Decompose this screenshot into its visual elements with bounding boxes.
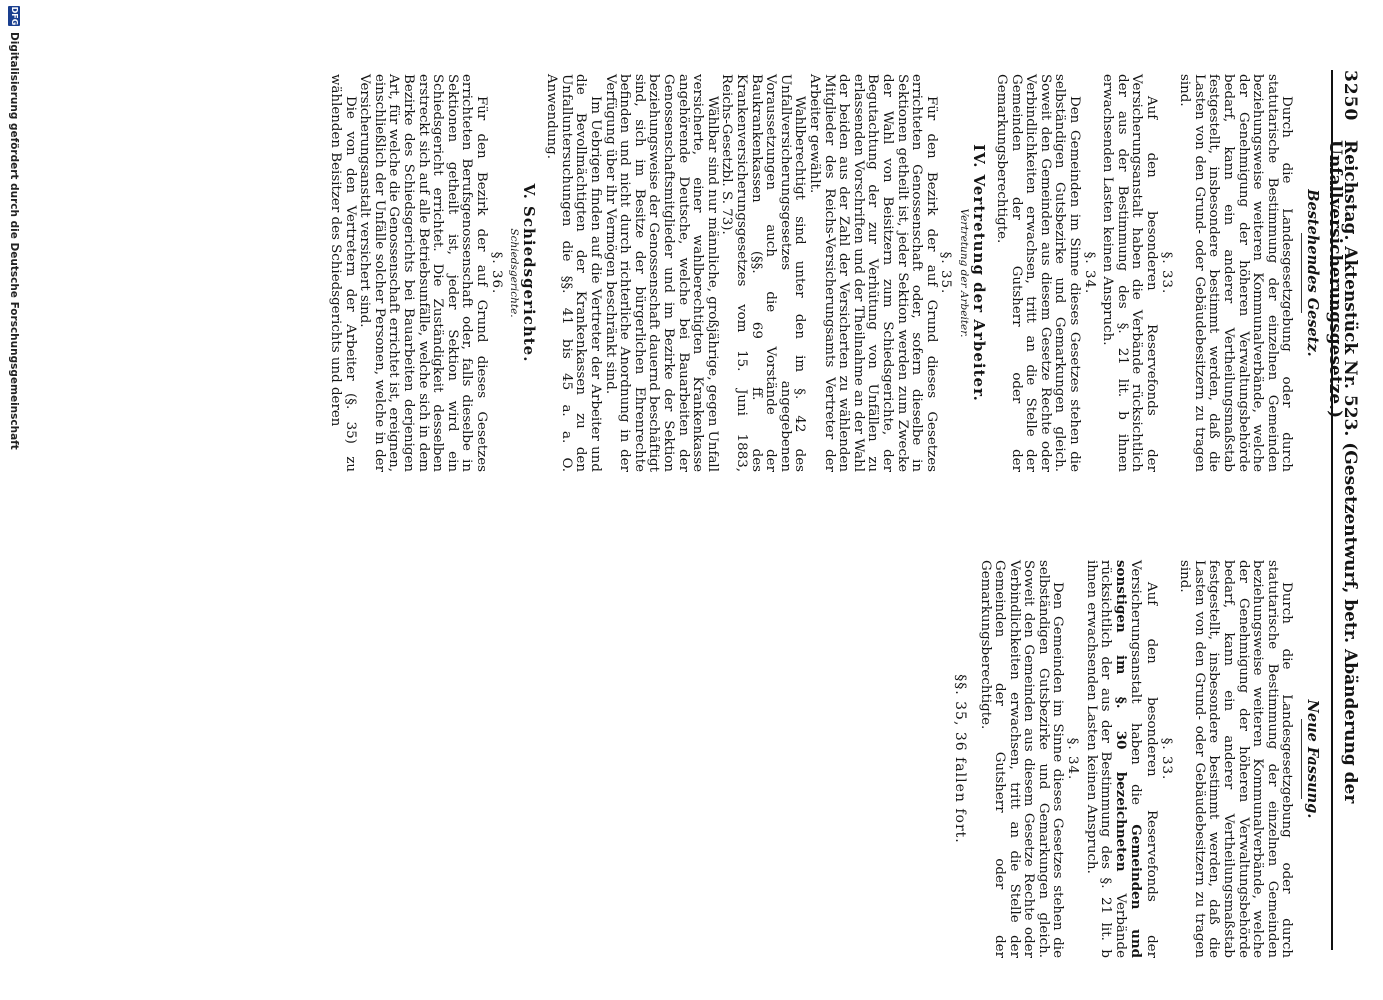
section-34-label: §. 34. <box>1081 251 1097 295</box>
amended-text: Gemeinden und sonstigen im §. 30 bezeichneten <box>1112 560 1145 958</box>
chapter-heading-iv: IV. Vertretung der Arbeiter. <box>969 144 988 402</box>
chapter-subheading-iv: Vertretung der Arbeiter. <box>957 208 970 338</box>
document-title: Reichstag. Aktenstück Nr. 523. (Gesetzentwurf, betr. Abänderung der Unfallversicherungsgesetze.) <box>1325 140 1360 804</box>
paragraph: Durch die Landesgesetzgebung oder durch statutarische Bestimmung der einzelnen Gemeinden beziehungsweise weiteren Kommunalverbände, welche der Genehmigung der höheren Verwaltungsbehörde bedarf, kann ein anderer Vertheilungsmaßstab festgestellt, insbesondere bestimmt werden, daß die Lasten von den Grund- oder Gebäudebesitzern zu tragen sind. <box>1177 74 1295 472</box>
chapter-heading-v: V. Schiedsgerichte. <box>519 183 538 363</box>
paragraph: Die von den Vertretern der Arbeiter (§. 35) zu wählenden Beisitzer des Schiedsgerichts und deren <box>328 74 358 472</box>
section-36-label: §. 36. <box>488 251 504 295</box>
chapter-subheading-v: Schiedsgerichte. <box>508 228 521 318</box>
existing-law-column <box>327 74 1323 472</box>
page-header <box>1325 70 1360 950</box>
credit-text: Digitalisierung gefördert durch die Deutsche Forschungsgemeinschaft <box>8 32 20 450</box>
section-33-label: §. 33. <box>1158 251 1174 295</box>
dfg-logo-icon: DFG <box>10 6 19 26</box>
new-version-column <box>952 560 1323 958</box>
title-divider <box>1301 719 1302 799</box>
paragraph: Für den Bezirk der auf Grund dieses Gesetzes errichteten Berufsgenossenschaft oder, falls dieselbe in Sektionen getheilt ist, jeder Sektion wird ein Schiedsgericht errichtet. Die Zuständigkeit desselben erstreckt sich auf alle Betriebsunfälle, welche sich in dem Bezirke des Schiedsgerichts bei Bauarbeiten derjenigen Art, für welche die Genossenschaft errichtet ist, ereignen, einschließlich der Unfälle solcher Personen, welche in der Versicherungsanstalt versichert sind. <box>357 74 489 472</box>
paragraph: Den Gemeinden im Sinne dieses Gesetzes stehen die selbständigen Gutsbezirke und Gemarkungen gleich. Soweit den Gemeinden aus diesem Gesetze Rechte oder Verbindlichkeiten erwachsen, tritt an die Stelle der Gemeinden der Gutsherr oder der Gemarkungsberechtigte. <box>977 560 1066 958</box>
paragraph: Für den Bezirk der auf Grund dieses Gesetzes errichteten Genossenschaft oder, sofern dieselbe in Sektionen getheilt ist, jeder Sektion werden zum Zwecke der Wahl von Beisitzern zum Schiedsgerichte, der Begutachtung der zur Verhütung von Unfällen zu erlassenden Vorschriften und der Theilnahme an der Wahl der beiden aus der Zahl der Versicherten zu wählenden Mitglieder des Reichs-Versicherungsamts Vertreter der Arbeiter gewählt. <box>807 74 939 472</box>
paragraph-text: Verbände rücksichtlich der aus der Bestimmung des §. 21 lit. b ihnen erwachsenden Lasten keinen Anspruch. <box>1083 560 1128 959</box>
paragraph: Wahlberechtigt sind unter den im §. 42 des Unfallversicherungsgesetzes angegebenen Voraussetzungen auch die Vorstände der Baukrankenkassen (§§. 69 ff. des Krankenversicherungsgesetzes vom 15. Juni 1883, Reichs-Gesetzbl. S. 73). <box>719 74 808 472</box>
paragraph: Den Gemeinden im Sinne dieses Gesetzes stehen die selbständigen Gutsbezirke und Gemarkungen gleich. Soweit den Gemeinden aus diesem Gesetze Rechte oder Verbindlichkeiten erwachsen, tritt an die Stelle der Gemeinden der Gutsherr oder der Gemarkungsberechtigte. <box>994 74 1083 472</box>
paragraph: Durch die Landesgesetzgebung oder durch statutarische Bestimmung der einzelnen Gemeinden beziehungsweise weiteren Kommunalverbände, welche der Genehmigung der höheren Verwaltungsbehörde bedarf, kann ein anderer Vertheilungsmaßstab festgestellt, insbesondere bestimmt werden, daß die Lasten von den Grund- oder Gebäudebesitzern zu tragen sind. <box>1177 560 1295 958</box>
paragraph: Im Uebrigen finden auf die Vertreter der Arbeiter und die Bevollmächtigten der Krankenkassen zu den Unfalluntersuchungen die §§. 41 bis 45 a. a. O. Anwendung. <box>544 74 604 472</box>
paragraph: Wählbar sind nur männliche, großjährige, gegen Unfall versicherte, einer wahlberechtigten Krankenkasse angehörende Deutsche, welche bei Bauarbeiten der Genossenschaftsmitglieder und im Bezirke der Sektion beziehungsweise der Genossenschaft dauernd beschäftigt sind, sich im Besitze der bürgerlichen Ehrenrechte befinden und nicht durch richterliche Anordnung in der Verfügung über ihr Vermögen beschränkt sind. <box>602 74 720 472</box>
paragraph <box>1083 560 1158 958</box>
section-35-label: §. 35. <box>938 251 954 295</box>
paragraph: Auf den besonderen Reservefonds der Versicherungsanstalt haben die Verbände rücksichtlich der aus der Bestimmung des §. 21 lit. b ihnen erwachsenden Lasten keinen Anspruch. <box>1100 74 1160 472</box>
paragraph-text: Auf den besonderen Reservefonds der Versicherungsanstalt haben die <box>1128 560 1160 958</box>
page-number: 3250 <box>1340 70 1360 122</box>
existing-law-title: Bestehendes Gesetz. <box>1304 189 1321 357</box>
sections-removed-note: §§. 35, 36 fallen fort. <box>951 674 968 844</box>
section-34-label: §. 34. <box>1065 737 1081 781</box>
title-divider <box>1301 233 1302 313</box>
new-version-title: Neue Fassung. <box>1304 699 1321 819</box>
digitization-credit <box>0 0 24 1000</box>
section-33-label: §. 33. <box>1158 737 1174 781</box>
